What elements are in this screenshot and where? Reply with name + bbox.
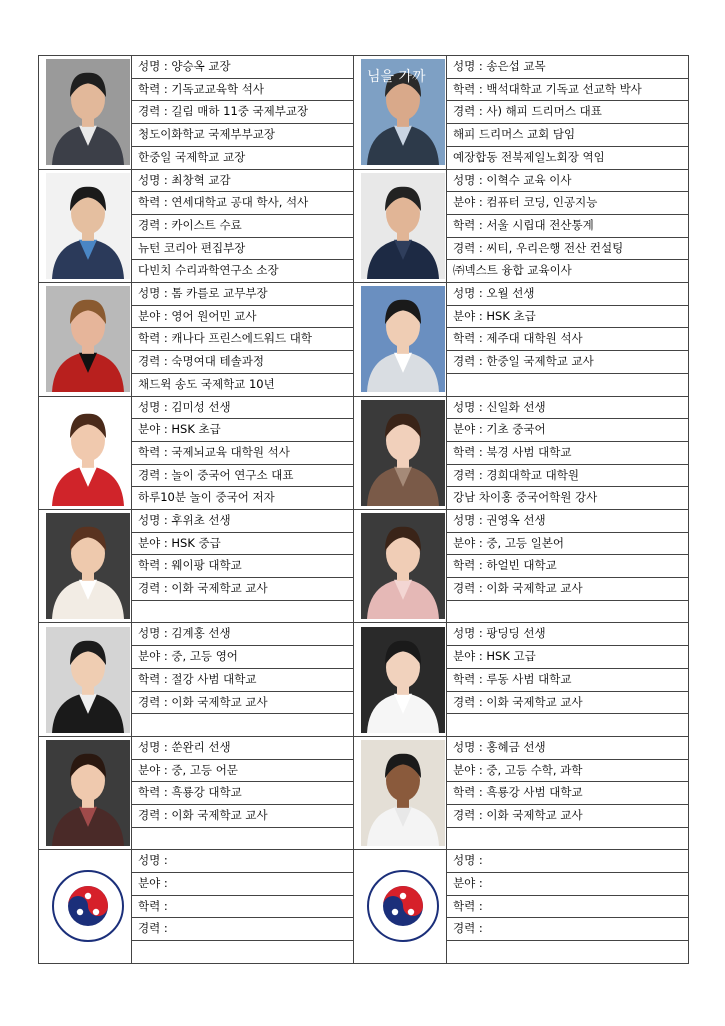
staff-info-line: 성명 : 양승옥 교장 xyxy=(132,56,354,79)
logo-icon xyxy=(51,869,125,943)
staff-info-line: 성명 : 오월 선생 xyxy=(447,283,689,306)
staff-photo xyxy=(39,169,132,283)
staff-info-line: 성명 : 최창혁 교감 xyxy=(132,169,354,192)
table-row xyxy=(39,623,689,646)
staff-info-line: 경력 : 이화 국제학교 교사 xyxy=(132,578,354,601)
staff-info-line: 학력 : 흑룡강 대학교 xyxy=(132,782,354,805)
staff-info-line: 성명 : xyxy=(447,850,689,873)
staff-info-line: 성명 : xyxy=(132,850,354,873)
staff-info-line: 경력 : 이화 국제학교 교사 xyxy=(447,804,689,827)
staff-photo xyxy=(39,736,132,849)
staff-info-line xyxy=(447,600,689,623)
staff-photo xyxy=(354,623,447,736)
staff-info-line: 성명 : 톰 카를로 교무부장 xyxy=(132,283,354,306)
staff-info-line: 성명 : 팡딩딩 선생 xyxy=(447,623,689,646)
staff-info-line xyxy=(132,941,354,964)
staff-info-line: 경력 : 경희대학교 대학원 xyxy=(447,464,689,487)
staff-info-line: ㈜넥스트 융합 교육이사 xyxy=(447,260,689,283)
staff-info-line xyxy=(447,373,689,396)
staff-photo xyxy=(354,396,447,510)
staff-info-line: 예장합동 전북제일노회장 역임 xyxy=(447,146,689,169)
woman-white-blouse-portrait xyxy=(361,627,445,733)
man-speaking-at-podium xyxy=(361,59,445,165)
staff-info-line: 학력 : 루동 사범 대학교 xyxy=(447,668,689,691)
school-logo xyxy=(39,850,132,963)
staff-info-line: 경력 : 사) 해피 드리머스 대표 xyxy=(447,101,689,124)
staff-info-line: 해피 드리머스 교회 담임 xyxy=(447,124,689,147)
staff-info-line: 강남 차이홍 중국어학원 강사 xyxy=(447,487,689,510)
staff-info-line: 경력 : 이화 국제학교 교사 xyxy=(132,804,354,827)
staff-photo xyxy=(39,510,132,623)
table-row xyxy=(39,736,689,759)
staff-info-line: 경력 : 한중일 국제학교 교사 xyxy=(447,351,689,374)
woman-beanie-portrait xyxy=(361,286,445,392)
staff-info-line: 학력 : 제주대 대학원 석사 xyxy=(447,328,689,351)
staff-table xyxy=(38,55,689,964)
staff-info-line: 학력 : xyxy=(132,895,354,918)
staff-info-line xyxy=(447,714,689,737)
staff-info-line: 분야 : 중, 고등 수학, 과학 xyxy=(447,759,689,782)
staff-info-line: 성명 : 송은섭 교목 xyxy=(447,56,689,79)
man-glasses-portrait xyxy=(361,173,445,279)
woman-long-hair-portrait xyxy=(361,400,445,506)
staff-info-line: 학력 : 기독교교육학 석사 xyxy=(132,78,354,101)
staff-info-line: 학력 : 하얼빈 대학교 xyxy=(447,555,689,578)
man-suit-portrait xyxy=(46,59,130,165)
table-row xyxy=(39,169,689,192)
staff-info-line: 성명 : 신일화 선생 xyxy=(447,396,689,419)
woman-patterned-dress-portrait xyxy=(46,740,130,846)
staff-info-line: 한중일 국제학교 교장 xyxy=(132,146,354,169)
staff-info-line: 학력 : 백석대학교 기독교 선교학 박사 xyxy=(447,78,689,101)
staff-photo xyxy=(39,623,132,736)
staff-info-line: 청도이화학교 국제부부교장 xyxy=(132,124,354,147)
staff-info-line: 경력 : 이화 국제학교 교사 xyxy=(447,578,689,601)
man-red-jacket-portrait xyxy=(46,286,130,392)
table-row xyxy=(39,283,689,306)
school-logo xyxy=(354,850,447,963)
staff-info-line: 분야 : 영어 원어민 교사 xyxy=(132,305,354,328)
staff-info-line: 경력 : 카이스트 수료 xyxy=(132,214,354,237)
staff-info-line: 학력 : 국제뇌교육 대학원 석사 xyxy=(132,441,354,464)
staff-photo xyxy=(354,510,447,623)
staff-info-line: 분야 : xyxy=(447,872,689,895)
staff-photo xyxy=(39,56,132,170)
staff-info-line: 뉴턴 코리아 편집부장 xyxy=(132,237,354,260)
staff-info-line: 경력 : 이화 국제학교 교사 xyxy=(447,691,689,714)
staff-info-line: 경력 : 숙명여대 테솔과정 xyxy=(132,351,354,374)
staff-info-line: 분야 : HSK 초급 xyxy=(447,305,689,328)
table-row xyxy=(39,396,689,419)
staff-info-line: 경력 : 놀이 중국어 연구소 대표 xyxy=(132,464,354,487)
woman-glasses-portrait xyxy=(46,513,130,619)
staff-info-line: 성명 : 김계홍 선생 xyxy=(132,623,354,646)
staff-info-line: 학력 : 웨이팡 대학교 xyxy=(132,555,354,578)
staff-info-line: 경력 : xyxy=(447,918,689,941)
table-row xyxy=(39,56,689,79)
staff-info-line xyxy=(132,714,354,737)
staff-photo xyxy=(354,169,447,283)
staff-photo xyxy=(354,736,447,849)
staff-photo xyxy=(354,56,447,170)
staff-info-line: 학력 : 연세대학교 공대 학사, 석사 xyxy=(132,192,354,215)
table-row xyxy=(39,850,689,873)
staff-photo xyxy=(39,396,132,510)
staff-info-line xyxy=(132,827,354,850)
staff-info-line: 하루10분 놀이 중국어 저자 xyxy=(132,487,354,510)
staff-info-line: 분야 : 중, 고등 어문 xyxy=(132,759,354,782)
man-glasses-round-portrait xyxy=(46,173,130,279)
staff-info-line: 학력 : xyxy=(447,895,689,918)
staff-info-line: 학력 : 절강 사범 대학교 xyxy=(132,668,354,691)
staff-info-line: 성명 : 김미성 선생 xyxy=(132,396,354,419)
staff-info-line: 성명 : 홍혜금 선생 xyxy=(447,736,689,759)
woman-white-dress-portrait xyxy=(361,740,445,846)
photo-caption: 님을 가까 xyxy=(367,69,426,86)
staff-info-line: 채드윅 송도 국제학교 10년 xyxy=(132,373,354,396)
staff-info-line: 분야 : xyxy=(132,872,354,895)
staff-info-line: 분야 : 기초 중국어 xyxy=(447,419,689,442)
staff-info-line: 성명 : 쑨완리 선생 xyxy=(132,736,354,759)
staff-info-line: 경력 : 씨티, 우리은행 전산 컨설팅 xyxy=(447,237,689,260)
staff-info-line: 경력 : xyxy=(132,918,354,941)
table-row xyxy=(39,510,689,533)
staff-info-line: 분야 : HSK 중급 xyxy=(132,532,354,555)
staff-info-line: 분야 : HSK 초급 xyxy=(132,419,354,442)
staff-info-line xyxy=(447,941,689,964)
woman-red-jacket-portrait xyxy=(46,400,130,506)
staff-info-line: 분야 : 중, 고등 일본어 xyxy=(447,532,689,555)
staff-info-line: 성명 : 권영옥 선생 xyxy=(447,510,689,533)
staff-info-line: 학력 : 북경 사범 대학교 xyxy=(447,441,689,464)
staff-info-line: 분야 : 중, 고등 영어 xyxy=(132,646,354,669)
staff-info-line: 학력 : 캐나다 프린스에드워드 대학 xyxy=(132,328,354,351)
staff-info-line: 경력 : 길림 매하 11중 국제부교장 xyxy=(132,101,354,124)
staff-photo xyxy=(354,283,447,397)
staff-info-line xyxy=(447,827,689,850)
staff-directory xyxy=(38,55,688,964)
woman-black-suit-portrait xyxy=(46,627,130,733)
staff-info-line: 다빈치 수리과학연구소 소장 xyxy=(132,260,354,283)
staff-photo xyxy=(39,283,132,397)
staff-info-line: 성명 : 후위초 선생 xyxy=(132,510,354,533)
woman-pink-top-portrait xyxy=(361,513,445,619)
staff-info-line: 학력 : 흑룡강 사범 대학교 xyxy=(447,782,689,805)
staff-info-line xyxy=(132,600,354,623)
staff-info-line: 성명 : 이혁수 교육 이사 xyxy=(447,169,689,192)
staff-info-line: 학력 : 서울 시립대 전산통계 xyxy=(447,214,689,237)
staff-info-line: 경력 : 이화 국제학교 교사 xyxy=(132,691,354,714)
logo-icon xyxy=(366,869,440,943)
staff-info-line: 분야 : 컴퓨터 코딩, 인공지능 xyxy=(447,192,689,215)
staff-info-line: 분야 : HSK 고급 xyxy=(447,646,689,669)
